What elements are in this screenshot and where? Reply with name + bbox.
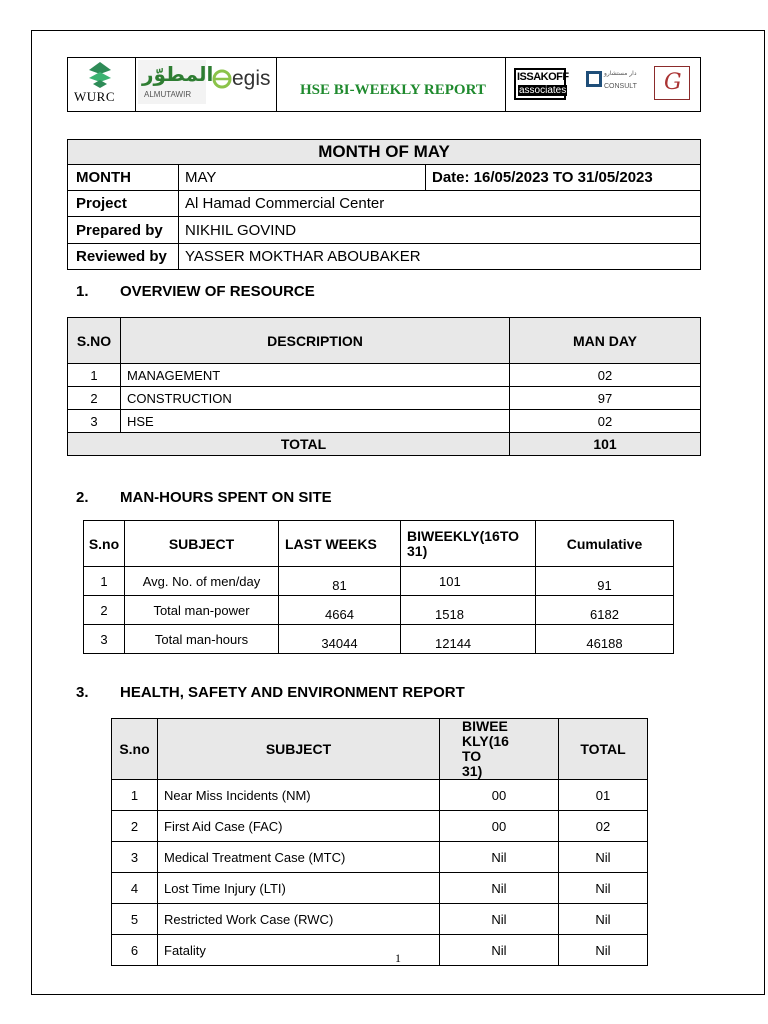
manhours-cell: 1	[84, 567, 125, 596]
almutawir-logo	[138, 60, 214, 104]
resource-cell: 97	[510, 387, 701, 410]
egis-logo-text: egis	[232, 67, 271, 90]
hse-cell: 2	[112, 811, 158, 842]
table-row	[68, 364, 701, 387]
resource-total-label: TOTAL	[68, 433, 510, 456]
hse-cell: Nil	[440, 873, 559, 904]
month-block-title: MONTH OF MAY	[68, 140, 701, 165]
resource-header-sno: S.NO	[68, 318, 121, 364]
hse-cell: Nil	[559, 842, 648, 873]
egis-logo-icon	[212, 68, 232, 90]
hse-cell: Nil	[440, 904, 559, 935]
hse-cell: Nil	[440, 842, 559, 873]
issakoff-logo	[514, 68, 569, 100]
resource-cell: 02	[510, 410, 701, 433]
project-value: Al Hamad Commercial Center	[179, 191, 701, 217]
section3-heading: HEALTH, SAFETY AND ENVIRONMENT REPORT	[120, 684, 465, 701]
consult-logo-text: CONSULT	[604, 83, 637, 90]
table-row	[112, 904, 648, 935]
resource-cell: 1	[68, 364, 121, 387]
consultant-logos-cell	[506, 58, 700, 111]
almutawir-logo-text: ALMUTAWIR	[144, 90, 192, 99]
hse-cell: Nil	[440, 935, 559, 966]
date-range: Date: 16/05/2023 TO 31/05/2023	[426, 165, 701, 191]
hse-header-biweekly: BIWEE KLY(16 TO 31)	[440, 719, 559, 780]
g-logo	[654, 66, 690, 100]
resource-cell: MANAGEMENT	[121, 364, 510, 387]
section1-number: 1.	[76, 283, 89, 300]
table-row	[68, 410, 701, 433]
manhours-cell: 6182	[536, 596, 674, 625]
resource-cell: HSE	[121, 410, 510, 433]
hse-cell: Restricted Work Case (RWC)	[158, 904, 440, 935]
hse-cell: Near Miss Incidents (NM)	[158, 780, 440, 811]
hse-cell: 5	[112, 904, 158, 935]
manhours-cell: Total man-power	[125, 596, 279, 625]
project-label: Project	[68, 191, 179, 217]
table-row	[112, 842, 648, 873]
manhours-cell: 4664	[279, 596, 401, 625]
month-value: MAY	[179, 165, 426, 191]
resource-header-description: DESCRIPTION	[121, 318, 510, 364]
hse-cell: 02	[559, 811, 648, 842]
table-row	[84, 625, 674, 654]
manhours-cell: 12144	[401, 625, 536, 654]
resource-cell: 2	[68, 387, 121, 410]
hse-table	[111, 718, 648, 966]
manhours-header-cumulative: Cumulative	[536, 521, 674, 567]
issakoff-logo-text: ISSAKOFF	[517, 71, 569, 83]
manhours-cell: 1518	[401, 596, 536, 625]
section1-heading: OVERVIEW OF RESOURCE	[120, 283, 315, 300]
hse-cell: 00	[440, 780, 559, 811]
manhours-header-subject: SUBJECT	[125, 521, 279, 567]
prepared-by-value: NIKHIL GOVIND	[179, 217, 701, 244]
section2-number: 2.	[76, 489, 89, 506]
hse-cell: Nil	[559, 873, 648, 904]
manhours-header-sno: S.no	[84, 521, 125, 567]
manhours-header-biweekly: BIWEEKLY(16TO 31)	[401, 521, 536, 567]
reviewed-by-value: YASSER MOKTHAR ABOUBAKER	[179, 244, 701, 270]
section3-number: 3.	[76, 684, 89, 701]
wurc-logo-cell	[68, 58, 136, 111]
hse-cell: 6	[112, 935, 158, 966]
manhours-table	[83, 520, 674, 654]
hse-header-sno: S.no	[112, 719, 158, 780]
wurc-logo-icon	[85, 60, 115, 90]
resource-header-manday: MAN DAY	[510, 318, 701, 364]
resource-cell: CONSTRUCTION	[121, 387, 510, 410]
hse-cell: Nil	[559, 904, 648, 935]
manhours-cell: 3	[84, 625, 125, 654]
g-logo-glyph: G	[664, 70, 682, 95]
resource-cell: 3	[68, 410, 121, 433]
hse-header-subject: SUBJECT	[158, 719, 440, 780]
table-row	[84, 567, 674, 596]
resource-table	[67, 317, 701, 456]
almutawir-logo-arabic: المطوّر	[142, 62, 214, 86]
manhours-cell: 34044	[279, 625, 401, 654]
table-row	[112, 935, 648, 966]
partner-logos-cell	[136, 58, 277, 111]
table-row	[112, 811, 648, 842]
manhours-cell: Total man-hours	[125, 625, 279, 654]
page-number: 1	[395, 951, 401, 965]
section2-heading: MAN-HOURS SPENT ON SITE	[120, 489, 332, 506]
hse-header-total: TOTAL	[559, 719, 648, 780]
consult-logo-arabic: دار مستشارو	[604, 70, 637, 77]
hse-cell: Nil	[559, 935, 648, 966]
prepared-by-label: Prepared by	[68, 217, 179, 244]
hse-cell: 1	[112, 780, 158, 811]
manhours-cell: 46188	[536, 625, 674, 654]
manhours-cell: 91	[536, 567, 674, 596]
resource-cell: 02	[510, 364, 701, 387]
hse-cell: 3	[112, 842, 158, 873]
hse-cell: First Aid Case (FAC)	[158, 811, 440, 842]
hse-cell: Medical Treatment Case (MTC)	[158, 842, 440, 873]
hse-cell: Fatality	[158, 935, 440, 966]
manhours-cell: Avg. No. of men/day	[125, 567, 279, 596]
issakoff-logo-sub: associates	[519, 85, 567, 96]
table-row	[112, 780, 648, 811]
consult-logo-icon	[586, 71, 602, 87]
hse-cell: 00	[440, 811, 559, 842]
wurc-logo-text: WURC	[74, 89, 115, 104]
table-row	[112, 873, 648, 904]
hse-cell: 4	[112, 873, 158, 904]
month-info-table	[67, 139, 701, 270]
manhours-header-lastweeks: LAST WEEKS	[279, 521, 401, 567]
resource-total-value: 101	[510, 433, 701, 456]
manhours-cell: 2	[84, 596, 125, 625]
report-title: HSE BI-WEEKLY REPORT	[300, 82, 486, 98]
manhours-cell: 101	[401, 567, 536, 596]
hse-cell: 01	[559, 780, 648, 811]
table-row	[68, 387, 701, 410]
month-label: MONTH	[68, 165, 179, 191]
table-row	[84, 596, 674, 625]
reviewed-by-label: Reviewed by	[68, 244, 179, 270]
manhours-cell: 81	[279, 567, 401, 596]
hse-cell: Lost Time Injury (LTI)	[158, 873, 440, 904]
